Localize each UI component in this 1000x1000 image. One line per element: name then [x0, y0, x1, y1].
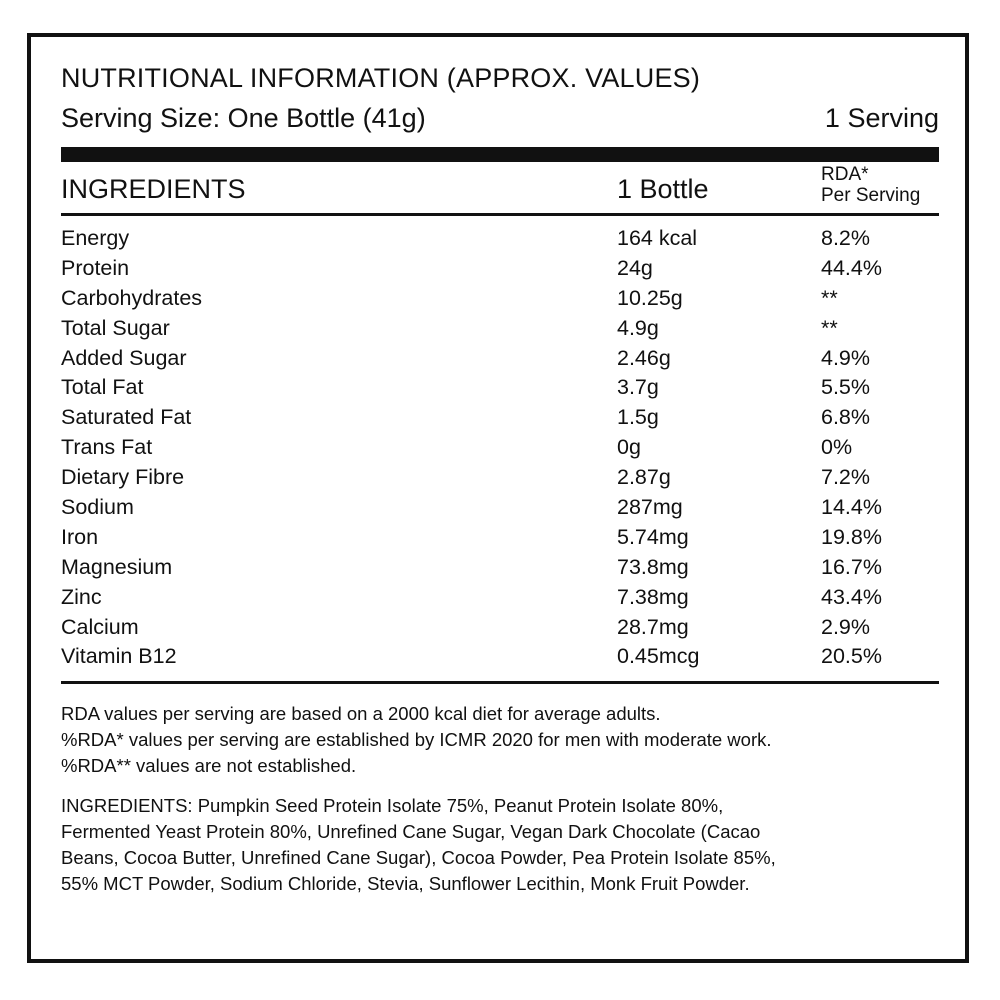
nutrient-amount: 24g [617, 255, 653, 280]
nutrient-amount: 10.25g [617, 285, 683, 310]
table-row [61, 405, 947, 435]
table-row [61, 495, 947, 525]
nutrient-rda: 0% [821, 435, 853, 460]
nutrient-name: Dietary Fibre [61, 465, 185, 490]
nutrient-name: Trans Fat [61, 435, 153, 460]
nutrient-rda: 14.4% [821, 495, 882, 520]
nutrient-name: Total Sugar [61, 315, 170, 340]
nutrient-amount: 287mg [617, 495, 683, 520]
table-row [61, 375, 947, 405]
rda-note: %RDA** values are not established. [61, 755, 357, 776]
serving-count: 1 Serving [824, 103, 939, 133]
nutrient-name: Added Sugar [61, 345, 187, 370]
nutrient-rda: 43.4% [821, 584, 882, 609]
nutrient-amount: 3.7g [617, 375, 659, 400]
nutrient-table [61, 226, 947, 674]
nutrition-label [27, 33, 969, 963]
nutrient-name: Vitamin B12 [61, 644, 177, 669]
column-header-amount: 1 Bottle [617, 174, 709, 204]
table-row [61, 555, 947, 585]
ingredients-line: Fermented Yeast Protein 80%, Unrefined Cane Sugar, Vegan Dark Chocolate (Cacao [61, 821, 761, 842]
ingredients-line: 55% MCT Powder, Sodium Chloride, Stevia, Sunflower Lecithin, Monk Fruit Powder. [61, 873, 750, 894]
nutrient-name: Protein [61, 255, 130, 280]
table-row [61, 286, 947, 316]
column-header-rda-line1: RDA* [821, 164, 869, 185]
nutrient-rda: ** [821, 315, 838, 340]
nutrient-rda: 8.2% [821, 226, 871, 250]
table-row [61, 256, 947, 286]
table-row [61, 465, 947, 495]
nutrient-name: Sodium [61, 495, 134, 520]
nutrient-name: Zinc [61, 584, 102, 609]
table-row [61, 525, 947, 555]
table-row [61, 644, 947, 674]
nutrient-amount: 5.74mg [617, 524, 689, 549]
ingredients-line: INGREDIENTS: Pumpkin Seed Protein Isolate 75%, Peanut Protein Isolate 80%, [61, 795, 724, 816]
nutrient-name: Calcium [61, 614, 139, 639]
table-row [61, 316, 947, 346]
nutrient-amount: 2.46g [617, 345, 671, 370]
nutrient-amount: 1.5g [617, 405, 659, 430]
nutrient-rda: 44.4% [821, 255, 882, 280]
nutrient-name: Iron [61, 524, 99, 549]
nutrient-rda: 16.7% [821, 554, 882, 579]
column-header-ingredients: INGREDIENTS [61, 174, 246, 204]
rda-note: %RDA* values per serving are established by ICMR 2020 for men with moderate work. [61, 729, 772, 750]
column-header-rda [821, 164, 920, 206]
nutrient-name: Carbohydrates [61, 285, 203, 310]
nutrient-rda: ** [821, 285, 838, 310]
table-row [61, 226, 947, 256]
nutrient-rda: 20.5% [821, 644, 882, 669]
nutrient-amount: 7.38mg [617, 584, 689, 609]
nutrient-name: Energy [61, 226, 130, 250]
table-row [61, 435, 947, 465]
table-row [61, 585, 947, 615]
table-row [61, 615, 947, 645]
nutrient-amount: 2.87g [617, 465, 671, 490]
nutrient-amount: 4.9g [617, 315, 659, 340]
nutrient-name: Magnesium [61, 554, 173, 579]
nutrient-rda: 7.2% [821, 465, 871, 490]
ingredients-list [61, 793, 931, 897]
ingredients-line: Beans, Cocoa Butter, Unrefined Cane Sugar), Cocoa Powder, Pea Protein Isolate 85%, [61, 847, 776, 868]
nutrient-rda: 5.5% [821, 375, 871, 400]
table-row [61, 346, 947, 376]
nutrient-amount: 28.7mg [617, 614, 689, 639]
nutrient-amount: 0.45mcg [617, 644, 700, 669]
nutrient-amount: 164 kcal [617, 226, 698, 250]
rda-notes [61, 701, 772, 779]
table-bottom-divider [61, 681, 939, 684]
thick-divider [61, 147, 939, 162]
header-divider [61, 213, 939, 216]
column-header-rda-line2: Per Serving [821, 185, 921, 206]
nutrient-name: Total Fat [61, 375, 144, 400]
nutrient-rda: 19.8% [821, 524, 882, 549]
nutrient-name: Saturated Fat [61, 405, 192, 430]
nutrient-amount: 0g [617, 435, 641, 460]
nutrient-rda: 2.9% [821, 614, 871, 639]
rda-note: RDA values per serving are based on a 2000 kcal diet for average adults. [61, 703, 661, 724]
serving-size: Serving Size: One Bottle (41g) [61, 103, 426, 133]
nutrient-rda: 4.9% [821, 345, 871, 370]
label-title: NUTRITIONAL INFORMATION (APPROX. VALUES) [61, 63, 701, 93]
nutrient-amount: 73.8mg [617, 554, 689, 579]
nutrient-rda: 6.8% [821, 405, 871, 430]
